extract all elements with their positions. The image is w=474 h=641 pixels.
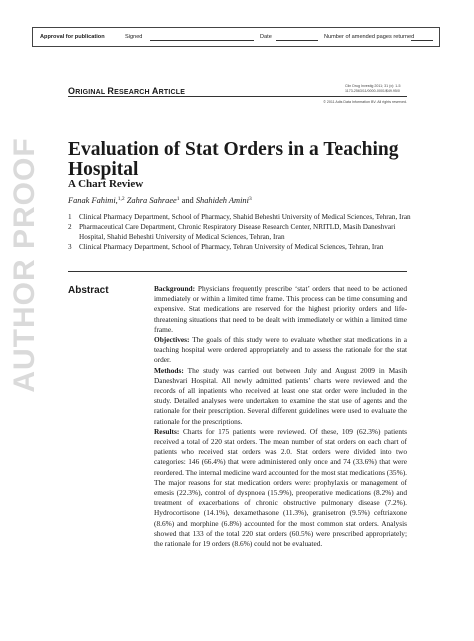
- amended-pages-label: Number of amended pages returned: [324, 34, 415, 40]
- copyright: © 2011 Adis Data Information BV. All rights reserved.: [323, 100, 407, 104]
- author-list: Fanak Fahimi,$^{1,2}$ Zahra Sahraee$^1$ and Shahideh Amini$^3$: [68, 196, 252, 205]
- approval-bar: [32, 27, 440, 47]
- author-2: Zahra Sahraee: [126, 196, 177, 205]
- abstract-background: Background: Physicians frequently prescribe ‘stat’ orders that need to be actioned immediately or within a limited time frame. This process can be time consuming and expensive. Stat medications are reserved for the highest priority orders and life-threatening situations that need to be dealt with immediately or within a limited time frame.: [154, 284, 407, 334]
- article-title: Evaluation of Stat Orders in a Teaching Hospital: [68, 139, 399, 180]
- signed-line: [150, 40, 254, 41]
- abstract-results: Results: Charts for 175 patients were reviewed. Of these, 109 (62.3%) patients received a total of 220 stat orders. The mean number of stat orders on each chart of patients who received stat orders was 2.0. Stat orders were divided into two categories: 146 (66.4%) that were administered only once and 74 (33.6%) that were reordered. The internal medicine ward accounted for the most stat medications (35%). The major reasons for stat medication orders were: prophylaxis or management of emesis (22.3%), control of dyspnoea (15.9%), preoperative medications (8.2%) and treatment of exacerbations of chronic obstructive pulmonary disease (7.2%). Hydrocortisone (14.1%), dexamethasone (11.3%), granisetron (9.5%) ceftriaxone (8.6%) and morphine (6.8%) accounted for the most common stat orders. Analysis showed that 133 of the total 220 stat orders (60.5%) were prescribed appropriately; the rationale for 19 orders (8.6%) could not be evaluated.: [154, 426, 407, 549]
- affiliation-item: 1 Clinical Pharmacy Department, School of Pharmacy, Shahid Beheshti University of Medical Sciences, Tehran, Iran: [68, 213, 411, 221]
- signed-label: Signed: [125, 34, 143, 40]
- date-label: Date: [260, 34, 272, 40]
- author-1: Fanak Fahimi,: [68, 196, 118, 205]
- affiliation-item: 3 Clinical Pharmacy Department, School of Pharmacy, Tehran University of Medical Sciences, Tehran, Iran: [68, 243, 384, 251]
- abstract-heading: Abstract: [68, 285, 109, 296]
- author-proof-watermark: AUTHOR PROOF: [8, 137, 41, 393]
- abstract-objectives: Objectives: The goals of this study were to evaluate whether stat medications in a teaching hospital were ordered appropriately and to assess the rationale for the stat order.: [154, 335, 407, 365]
- approval-label: Approval for publication: [40, 34, 105, 40]
- amended-pages-line: [411, 40, 433, 41]
- abstract-rule: [68, 271, 407, 272]
- journal-citation: Clin Drug Investig 2011; 31 (x): 1-5 1173-2563/11/0000-0001/$49.95/0: [345, 84, 401, 93]
- abstract-body: [154, 284, 407, 549]
- abstract-methods: Methods: The study was carried out between July and August 2009 in Masih Daneshvari Hospital. All newly admitted patients’ charts were reviewed and the records of all inpatients who received at least one stat order were included in the study. Detailed analyses were undertaken to examine the stat use of agents and the rationale for their prescription. Several different guidelines were used to evaluate the rationale for the prescriptions.: [154, 365, 407, 426]
- affiliation-item: 2 Pharmaceutical Care Department, Chronic Respiratory Disease Research Center, NRITLD, Masih Daneshvari Hospital, Shahid Beheshti University of Medical Sciences, Tehran, Iran: [68, 223, 396, 241]
- article-subtitle: A Chart Review: [68, 178, 144, 190]
- affiliations: [68, 212, 413, 252]
- date-line: [276, 40, 318, 41]
- header-rule: [68, 96, 407, 97]
- author-3: Shahideh Amini: [195, 196, 249, 205]
- article-type: ORIGINAL RESEARCH ARTICLE: [68, 86, 186, 96]
